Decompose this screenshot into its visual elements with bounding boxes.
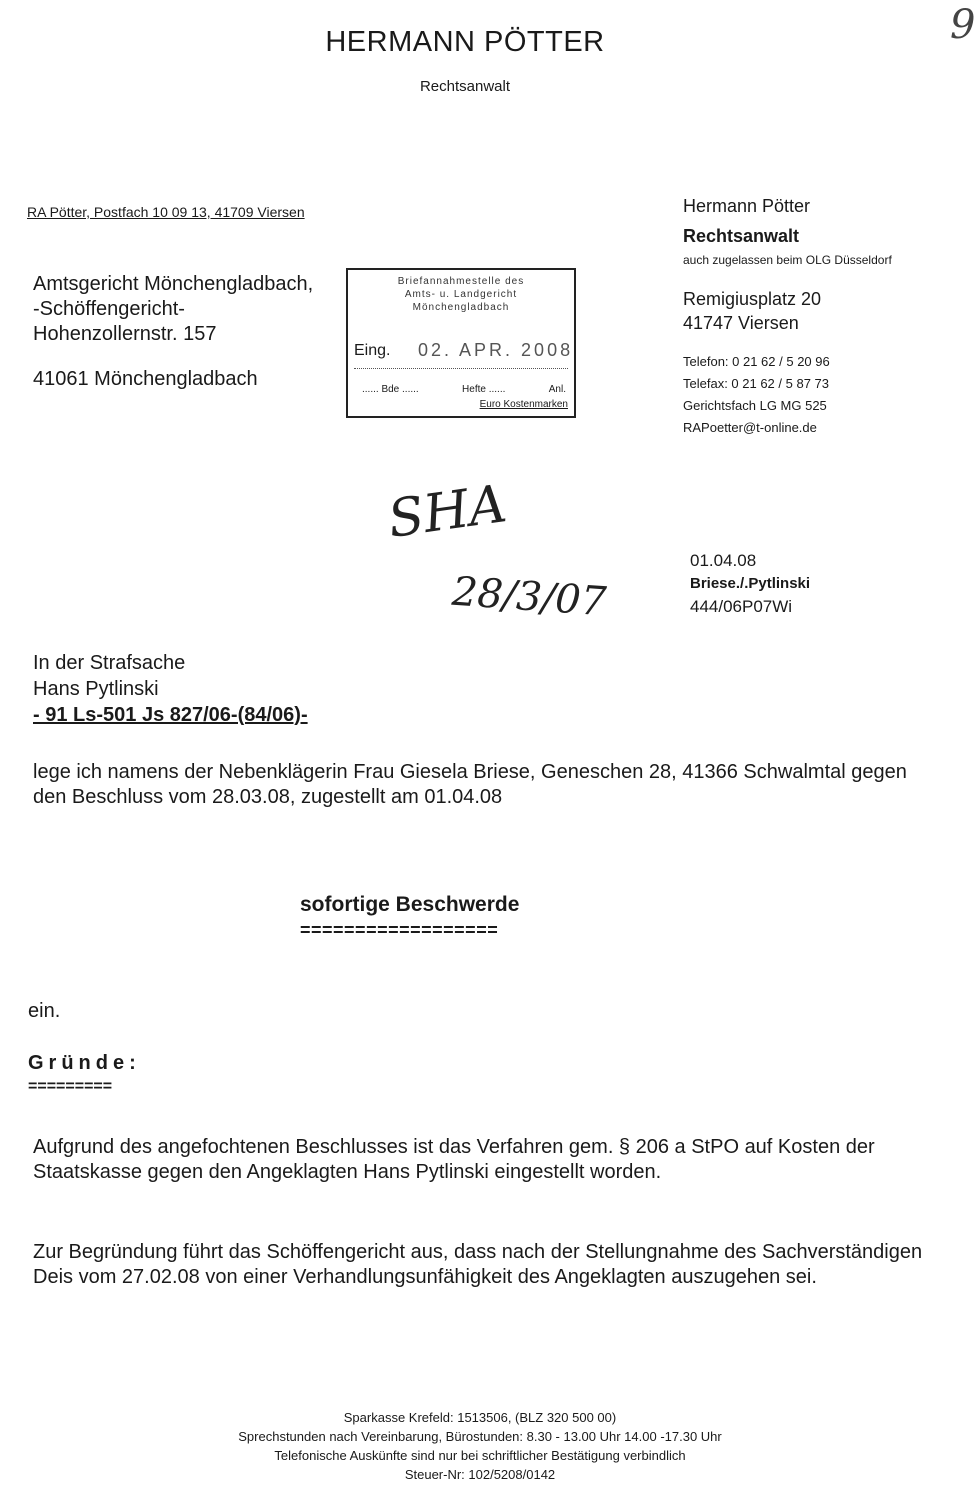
stamp-line: Amts- u. Landgericht	[404, 289, 518, 300]
reference-parties: Briese./.Pytlinski	[690, 575, 811, 592]
recipient-line: Amtsgericht Mönchengladbach,	[33, 273, 314, 295]
reference-file-number: 444/06P07Wi	[690, 597, 793, 616]
recipient-line: Hohenzollernstr. 157	[33, 323, 217, 345]
case-intro: In der Strafsache	[33, 652, 186, 674]
letterhead-name: HERMANN PÖTTER	[325, 26, 605, 58]
lawyer-street: Remigiusplatz 20	[683, 289, 822, 309]
handwritten-initials: SHA	[384, 474, 511, 550]
handwritten-date: 28/3/07	[450, 568, 608, 626]
stamp-date: 02. APR. 2008	[418, 340, 574, 360]
footer-tax-number: Steuer-Nr: 102/5208/0142	[404, 1467, 556, 1482]
case-defendant: Hans Pytlinski	[33, 678, 159, 700]
stamp-line: Mönchengladbach	[412, 302, 510, 313]
lawyer-title: Rechtsanwalt	[683, 226, 800, 246]
letter-footer	[0, 1408, 960, 1484]
lawyer-email: RAPoetter@t-online.de	[683, 420, 817, 435]
stamp-hefte: Hefte ......	[462, 384, 506, 395]
recipient-line: -Schöffengericht-	[33, 298, 185, 320]
stamp-footer: Euro Kostenmarken	[479, 399, 568, 410]
letter-date: 01.04.08	[690, 551, 757, 570]
body-ein: ein.	[28, 1000, 61, 1022]
motion-heading-underline: ==================	[300, 920, 499, 940]
footer-notice: Telefonische Auskünfte sind nur bei schriftlicher Bestätigung verbindlich	[274, 1448, 686, 1463]
footer-hours: Sprechstunden nach Vereinbarung, Bürostunden: 8.30 - 13.00 Uhr 14.00 -17.30 Uhr	[238, 1429, 722, 1444]
motion-heading: sofortige Beschwerde	[300, 893, 520, 916]
case-file-number: - 91 Ls-501 Js 827/06-(84/06)-	[33, 704, 308, 726]
lawyer-contact-block	[683, 191, 892, 439]
handwritten-corner-mark: 9	[950, 2, 976, 48]
stamp-eing-label: Eing.	[354, 342, 391, 359]
recipient-address	[33, 272, 313, 392]
body-paragraph: Aufgrund des angefochtenen Beschlusses ist das Verfahren gem. § 206 a StPO auf Kosten der Staatskasse gegen den Angeklagten Hans Pytlinski eingestellt worden.	[33, 1136, 875, 1183]
body-paragraph: Zur Begründung führt das Schöffengericht aus, dass nach der Stellungnahme des Sachverständigen Deis vom 27.02.08 von einer Verhandlungsunfähigkeit des Angeklagten auszugehen sei.	[33, 1241, 923, 1288]
recipient-city: 41061 Mönchengladbach	[33, 368, 258, 390]
receipt-stamp	[346, 268, 576, 418]
lawyer-name: Hermann Pötter	[683, 196, 811, 216]
stamp-row	[362, 384, 566, 395]
reasons-heading-underline: =========	[28, 1078, 113, 1095]
footer-bank: Sparkasse Krefeld: 1513506, (BLZ 320 500 00)	[343, 1410, 617, 1425]
stamp-anl: Anl.	[548, 384, 566, 395]
reference-block	[690, 549, 810, 618]
stamp-divider	[354, 368, 568, 369]
lawyer-admission: auch zugelassen beim OLG Düsseldorf	[683, 253, 892, 267]
sender-return-address: RA Pötter, Postfach 10 09 13, 41709 Viersen	[27, 204, 305, 220]
letterhead-title: Rechtsanwalt	[419, 78, 511, 95]
stamp-bde: ...... Bde ......	[362, 384, 419, 395]
lawyer-city: 41747 Viersen	[683, 313, 799, 333]
stamp-line: Briefannahmestelle des	[397, 276, 525, 287]
reasons-heading: Gründe:	[28, 1052, 141, 1074]
case-block	[33, 650, 308, 728]
body-paragraph: lege ich namens der Nebenklägerin Frau Giesela Briese, Geneschen 28, 41366 Schwalmtal gegen den Beschluss vom 28.03.08, zugestellt am 01.04.08	[33, 761, 907, 808]
lawyer-court-box: Gerichtsfach LG MG 525	[683, 398, 827, 413]
lawyer-phone: Telefon: 0 21 62 / 5 20 96	[683, 354, 830, 369]
lawyer-fax: Telefax: 0 21 62 / 5 87 73	[683, 376, 829, 391]
